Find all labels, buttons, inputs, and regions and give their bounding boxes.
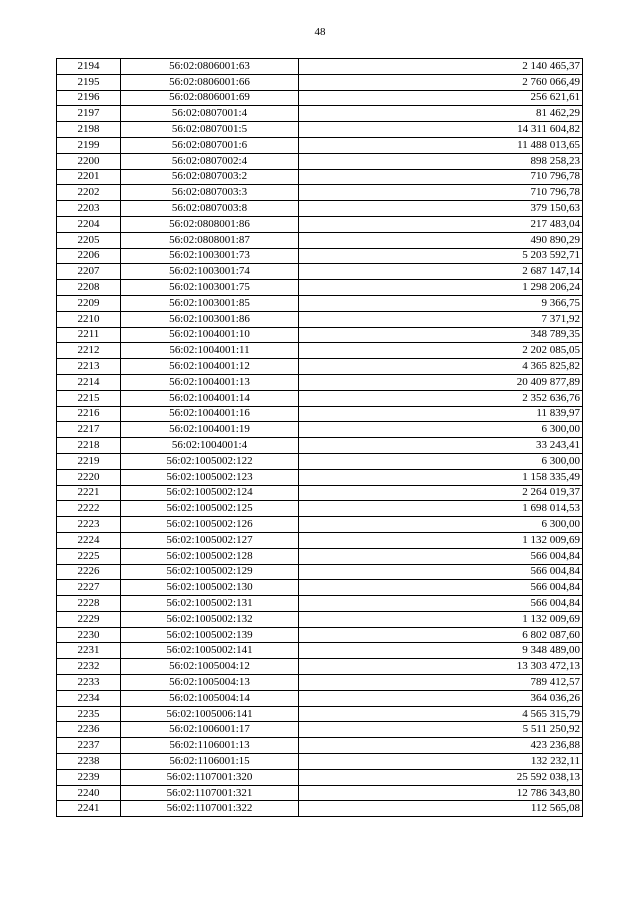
cadastral-number-cell: 56:02:0807003:2 xyxy=(121,169,299,185)
cadastral-number-cell: 56:02:1004001:4 xyxy=(121,438,299,454)
row-number-cell: 2220 xyxy=(57,469,121,485)
cadastral-number-cell: 56:02:1004001:19 xyxy=(121,422,299,438)
table-row xyxy=(57,90,583,106)
cadastral-number-cell: 56:02:0806001:63 xyxy=(121,59,299,75)
row-number-cell: 2228 xyxy=(57,596,121,612)
table-row xyxy=(57,216,583,232)
row-number-cell: 2210 xyxy=(57,311,121,327)
row-number-cell: 2207 xyxy=(57,264,121,280)
row-number-cell: 2196 xyxy=(57,90,121,106)
table-row xyxy=(57,390,583,406)
row-number-cell: 2221 xyxy=(57,485,121,501)
table-row xyxy=(57,469,583,485)
cadastral-number-cell: 56:02:1005002:126 xyxy=(121,517,299,533)
row-number-cell: 2224 xyxy=(57,532,121,548)
cadastral-number-cell: 56:02:1005002:122 xyxy=(121,453,299,469)
table-row xyxy=(57,201,583,217)
table-row xyxy=(57,690,583,706)
row-number-cell: 2239 xyxy=(57,769,121,785)
row-number-cell: 2223 xyxy=(57,517,121,533)
table-row xyxy=(57,248,583,264)
row-number-cell: 2200 xyxy=(57,153,121,169)
cadastral-value-cell: 5 511 250,92 xyxy=(299,722,583,738)
table-row xyxy=(57,185,583,201)
table-row xyxy=(57,596,583,612)
cadastral-value-cell: 364 036,26 xyxy=(299,690,583,706)
table-row xyxy=(57,501,583,517)
cadastral-number-cell: 56:02:1005004:12 xyxy=(121,659,299,675)
cadastral-value-cell: 566 004,84 xyxy=(299,548,583,564)
cadastral-number-cell: 56:02:1005002:141 xyxy=(121,643,299,659)
cadastral-number-cell: 56:02:1107001:320 xyxy=(121,769,299,785)
cadastral-number-cell: 56:02:1006001:17 xyxy=(121,722,299,738)
table-row xyxy=(57,59,583,75)
row-number-cell: 2231 xyxy=(57,643,121,659)
cadastral-value-cell: 2 264 019,37 xyxy=(299,485,583,501)
row-number-cell: 2202 xyxy=(57,185,121,201)
table-row xyxy=(57,280,583,296)
row-number-cell: 2209 xyxy=(57,295,121,311)
cadastral-value-cell: 348 789,35 xyxy=(299,327,583,343)
table-row xyxy=(57,153,583,169)
cadastral-value-cell: 566 004,84 xyxy=(299,596,583,612)
cadastral-number-cell: 56:02:1005002:130 xyxy=(121,580,299,596)
table-row xyxy=(57,738,583,754)
row-number-cell: 2222 xyxy=(57,501,121,517)
table-row xyxy=(57,564,583,580)
cadastral-number-cell: 56:02:0807003:3 xyxy=(121,185,299,201)
cadastral-value-cell: 6 300,00 xyxy=(299,517,583,533)
row-number-cell: 2229 xyxy=(57,611,121,627)
cadastral-number-cell: 56:02:1005002:131 xyxy=(121,596,299,612)
cadastral-value-cell: 1 698 014,53 xyxy=(299,501,583,517)
cadastral-value-cell: 1 298 206,24 xyxy=(299,280,583,296)
table-row xyxy=(57,359,583,375)
cadastral-value-cell: 256 621,61 xyxy=(299,90,583,106)
cadastral-value-cell: 2 140 465,37 xyxy=(299,59,583,75)
row-number-cell: 2235 xyxy=(57,706,121,722)
table-row xyxy=(57,169,583,185)
page-number: 48 xyxy=(314,26,326,38)
table-row xyxy=(57,264,583,280)
cadastral-number-cell: 56:02:1106001:13 xyxy=(121,738,299,754)
cadastral-number-cell: 56:02:0806001:66 xyxy=(121,74,299,90)
cadastral-value-cell: 7 371,92 xyxy=(299,311,583,327)
cadastral-number-cell: 56:02:1005002:132 xyxy=(121,611,299,627)
table-row xyxy=(57,422,583,438)
row-number-cell: 2199 xyxy=(57,137,121,153)
table-row xyxy=(57,406,583,422)
table-row xyxy=(57,659,583,675)
cadastral-number-cell: 56:02:1003001:74 xyxy=(121,264,299,280)
cadastral-value-cell: 710 796,78 xyxy=(299,169,583,185)
row-number-cell: 2240 xyxy=(57,785,121,801)
table-row xyxy=(57,580,583,596)
row-number-cell: 2238 xyxy=(57,754,121,770)
table-row xyxy=(57,106,583,122)
table-row xyxy=(57,485,583,501)
row-number-cell: 2205 xyxy=(57,232,121,248)
cadastral-value-cell: 6 300,00 xyxy=(299,453,583,469)
cadastral-value-cell: 4 365 825,82 xyxy=(299,359,583,375)
table-row xyxy=(57,643,583,659)
row-number-cell: 2198 xyxy=(57,122,121,138)
table-row xyxy=(57,137,583,153)
cadastral-value-cell: 490 890,29 xyxy=(299,232,583,248)
row-number-cell: 2216 xyxy=(57,406,121,422)
row-number-cell: 2197 xyxy=(57,106,121,122)
cadastral-number-cell: 56:02:1004001:11 xyxy=(121,343,299,359)
table-row xyxy=(57,327,583,343)
row-number-cell: 2214 xyxy=(57,374,121,390)
cadastral-value-cell: 132 232,11 xyxy=(299,754,583,770)
cadastral-value-cell: 2 202 085,05 xyxy=(299,343,583,359)
cadastral-number-cell: 56:02:0807001:6 xyxy=(121,137,299,153)
cadastral-number-cell: 56:02:1005002:127 xyxy=(121,532,299,548)
cadastral-number-cell: 56:02:0807001:5 xyxy=(121,122,299,138)
cadastral-number-cell: 56:02:0806001:69 xyxy=(121,90,299,106)
cadastral-number-cell: 56:02:0808001:87 xyxy=(121,232,299,248)
cadastral-number-cell: 56:02:1003001:85 xyxy=(121,295,299,311)
cadastral-number-cell: 56:02:1004001:13 xyxy=(121,374,299,390)
cadastral-number-cell: 56:02:1004001:10 xyxy=(121,327,299,343)
row-number-cell: 2211 xyxy=(57,327,121,343)
cadastral-number-cell: 56:02:1106001:15 xyxy=(121,754,299,770)
row-number-cell: 2213 xyxy=(57,359,121,375)
table-row xyxy=(57,627,583,643)
cadastral-number-cell: 56:02:1004001:16 xyxy=(121,406,299,422)
table-row xyxy=(57,232,583,248)
cadastral-value-cell: 423 236,88 xyxy=(299,738,583,754)
row-number-cell: 2225 xyxy=(57,548,121,564)
cadastral-value-cell: 2 687 147,14 xyxy=(299,264,583,280)
cadastral-number-cell: 56:02:1004001:12 xyxy=(121,359,299,375)
table-row xyxy=(57,769,583,785)
cadastral-value-cell: 217 483,04 xyxy=(299,216,583,232)
row-number-cell: 2232 xyxy=(57,659,121,675)
table-row xyxy=(57,754,583,770)
cadastral-value-table xyxy=(56,58,583,817)
cadastral-value-cell: 11 839,97 xyxy=(299,406,583,422)
row-number-cell: 2230 xyxy=(57,627,121,643)
row-number-cell: 2217 xyxy=(57,422,121,438)
row-number-cell: 2215 xyxy=(57,390,121,406)
table-row xyxy=(57,122,583,138)
row-number-cell: 2237 xyxy=(57,738,121,754)
cadastral-number-cell: 56:02:0807001:4 xyxy=(121,106,299,122)
cadastral-value-cell: 33 243,41 xyxy=(299,438,583,454)
row-number-cell: 2227 xyxy=(57,580,121,596)
table-row xyxy=(57,374,583,390)
table-body xyxy=(57,59,583,817)
row-number-cell: 2226 xyxy=(57,564,121,580)
cadastral-value-cell: 9 348 489,00 xyxy=(299,643,583,659)
cadastral-value-cell: 6 802 087,60 xyxy=(299,627,583,643)
cadastral-number-cell: 56:02:1005004:13 xyxy=(121,675,299,691)
table-row xyxy=(57,785,583,801)
cadastral-number-cell: 56:02:1107001:321 xyxy=(121,785,299,801)
cadastral-number-cell: 56:02:1005002:124 xyxy=(121,485,299,501)
cadastral-number-cell: 56:02:1005002:125 xyxy=(121,501,299,517)
cadastral-number-cell: 56:02:1005006:141 xyxy=(121,706,299,722)
row-number-cell: 2241 xyxy=(57,801,121,817)
cadastral-value-cell: 2 352 636,76 xyxy=(299,390,583,406)
cadastral-value-cell: 1 132 009,69 xyxy=(299,532,583,548)
row-number-cell: 2236 xyxy=(57,722,121,738)
table-row xyxy=(57,706,583,722)
cadastral-number-cell: 56:02:1003001:75 xyxy=(121,280,299,296)
cadastral-value-cell: 898 258,23 xyxy=(299,153,583,169)
cadastral-number-cell: 56:02:0807003:8 xyxy=(121,201,299,217)
table-row xyxy=(57,295,583,311)
row-number-cell: 2208 xyxy=(57,280,121,296)
cadastral-value-cell: 20 409 877,89 xyxy=(299,374,583,390)
cadastral-value-cell: 1 158 335,49 xyxy=(299,469,583,485)
row-number-cell: 2233 xyxy=(57,675,121,691)
cadastral-value-cell: 81 462,29 xyxy=(299,106,583,122)
table-row xyxy=(57,611,583,627)
cadastral-value-cell: 4 565 315,79 xyxy=(299,706,583,722)
table-row xyxy=(57,438,583,454)
cadastral-value-cell: 1 132 009,69 xyxy=(299,611,583,627)
row-number-cell: 2195 xyxy=(57,74,121,90)
cadastral-value-cell: 12 786 343,80 xyxy=(299,785,583,801)
cadastral-value-cell: 566 004,84 xyxy=(299,564,583,580)
cadastral-value-cell: 2 760 066,49 xyxy=(299,74,583,90)
cadastral-number-cell: 56:02:1005002:128 xyxy=(121,548,299,564)
cadastral-value-cell: 13 303 472,13 xyxy=(299,659,583,675)
cadastral-number-cell: 56:02:1004001:14 xyxy=(121,390,299,406)
row-number-cell: 2201 xyxy=(57,169,121,185)
cadastral-value-cell: 710 796,78 xyxy=(299,185,583,201)
table-row xyxy=(57,801,583,817)
cadastral-value-cell: 6 300,00 xyxy=(299,422,583,438)
cadastral-value-cell: 379 150,63 xyxy=(299,201,583,217)
cadastral-value-cell: 112 565,08 xyxy=(299,801,583,817)
table-row xyxy=(57,722,583,738)
row-number-cell: 2218 xyxy=(57,438,121,454)
table-row xyxy=(57,675,583,691)
cadastral-number-cell: 56:02:1107001:322 xyxy=(121,801,299,817)
table-row xyxy=(57,343,583,359)
cadastral-value-cell: 11 488 013,65 xyxy=(299,137,583,153)
cadastral-number-cell: 56:02:1005002:123 xyxy=(121,469,299,485)
cadastral-number-cell: 56:02:1005004:14 xyxy=(121,690,299,706)
row-number-cell: 2212 xyxy=(57,343,121,359)
cadastral-number-cell: 56:02:0808001:86 xyxy=(121,216,299,232)
table-row xyxy=(57,548,583,564)
row-number-cell: 2234 xyxy=(57,690,121,706)
cadastral-value-cell: 566 004,84 xyxy=(299,580,583,596)
row-number-cell: 2203 xyxy=(57,201,121,217)
cadastral-number-cell: 56:02:0807002:4 xyxy=(121,153,299,169)
row-number-cell: 2219 xyxy=(57,453,121,469)
cadastral-value-cell: 9 366,75 xyxy=(299,295,583,311)
row-number-cell: 2204 xyxy=(57,216,121,232)
row-number-cell: 2206 xyxy=(57,248,121,264)
cadastral-number-cell: 56:02:1003001:86 xyxy=(121,311,299,327)
cadastral-number-cell: 56:02:1005002:129 xyxy=(121,564,299,580)
table-row xyxy=(57,311,583,327)
row-number-cell: 2194 xyxy=(57,59,121,75)
table-row xyxy=(57,532,583,548)
cadastral-value-cell: 14 311 604,82 xyxy=(299,122,583,138)
cadastral-value-cell: 25 592 038,13 xyxy=(299,769,583,785)
cadastral-value-cell: 5 203 592,71 xyxy=(299,248,583,264)
table-row xyxy=(57,74,583,90)
cadastral-value-cell: 789 412,57 xyxy=(299,675,583,691)
cadastral-number-cell: 56:02:1003001:73 xyxy=(121,248,299,264)
table-row xyxy=(57,453,583,469)
cadastral-number-cell: 56:02:1005002:139 xyxy=(121,627,299,643)
table-row xyxy=(57,517,583,533)
